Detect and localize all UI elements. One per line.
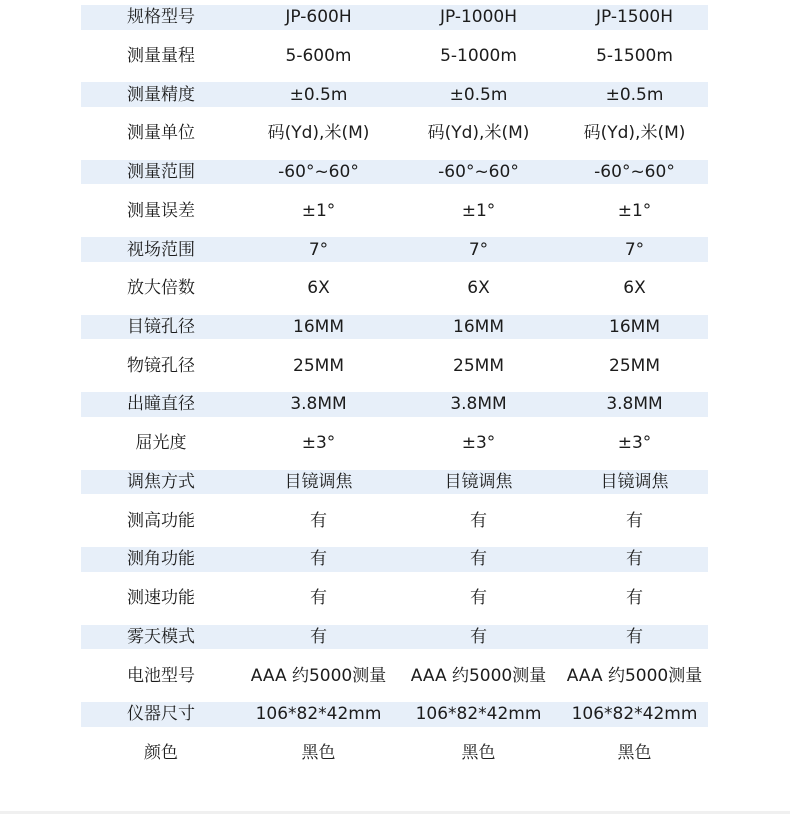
spec-label: 测量误差 (127, 200, 195, 221)
spec-label: 雾天模式 (127, 626, 195, 647)
spec-value: 6X (307, 278, 330, 299)
spec-label: 仪器尺寸 (127, 704, 195, 725)
spec-value: 码(Yd),米(M) (427, 123, 530, 144)
spec-value: 目镜调焦 (284, 471, 353, 492)
spec-label: 电池型号 (127, 665, 195, 686)
table-row (81, 276, 708, 301)
spec-value: 有 (470, 510, 487, 531)
spec-value: 16MM (609, 317, 660, 338)
table-row (81, 315, 708, 340)
table-row (81, 353, 708, 378)
spec-value: ±0.5m (289, 84, 348, 105)
spec-label: 出瞳直径 (127, 394, 195, 415)
spec-value: 16MM (293, 317, 344, 338)
spec-value: 有 (310, 626, 327, 647)
spec-value: 106*82*42mm (415, 704, 542, 725)
spec-label: 测量精度 (127, 84, 195, 105)
spec-label: 测速功能 (127, 588, 195, 609)
spec-label: 测量范围 (127, 162, 195, 183)
spec-value: AAA 约5000测量 (250, 665, 387, 686)
spec-label: 调焦方式 (127, 471, 195, 492)
spec-value: 有 (626, 588, 643, 609)
spec-value: 目镜调焦 (444, 471, 513, 492)
table-row (81, 121, 708, 146)
spec-value: 码(Yd),米(M) (583, 123, 686, 144)
spec-label: 颜色 (144, 742, 178, 763)
spec-value: 有 (310, 588, 327, 609)
table-row (81, 508, 708, 533)
header-cell: JP-1000H (439, 7, 518, 28)
spec-value: 106*82*42mm (571, 704, 698, 725)
spec-value: -60°~60° (438, 162, 519, 183)
table-row (81, 392, 708, 417)
spec-value: 7° (468, 239, 489, 260)
spec-value: ±3° (617, 433, 652, 454)
table-row (81, 625, 708, 650)
spec-value: 25MM (293, 355, 344, 376)
spec-value: 3.8MM (290, 394, 347, 415)
spec-label: 视场范围 (127, 239, 195, 260)
spec-value: 6X (623, 278, 646, 299)
spec-value: AAA 约5000测量 (410, 665, 547, 686)
table-row (81, 237, 708, 262)
table-row (81, 44, 708, 69)
spec-value: ±1° (617, 200, 652, 221)
table-row (81, 547, 708, 572)
spec-value: 黑色 (461, 742, 496, 763)
table-row (81, 431, 708, 456)
spec-value: 有 (626, 510, 643, 531)
table-row (81, 82, 708, 107)
spec-value: ±3° (461, 433, 496, 454)
spec-value: 有 (310, 510, 327, 531)
table-row (81, 470, 708, 495)
spec-value: 有 (626, 549, 643, 570)
table-row (81, 586, 708, 611)
spec-value: 7° (624, 239, 645, 260)
header-cell: 规格型号 (127, 7, 195, 28)
spec-label: 测高功能 (127, 510, 195, 531)
spec-value: 有 (470, 549, 487, 570)
spec-value: 黑色 (617, 742, 652, 763)
spec-label: 物镜孔径 (127, 355, 195, 376)
spec-value: ±0.5m (449, 84, 508, 105)
spec-value: 码(Yd),米(M) (267, 123, 370, 144)
spec-value: 6X (467, 278, 490, 299)
spec-table (81, 5, 708, 779)
table-row (81, 663, 708, 688)
spec-value: 7° (308, 239, 329, 260)
table-row (81, 199, 708, 224)
spec-value: ±1° (461, 200, 496, 221)
spec-value: ±1° (301, 200, 336, 221)
spec-value: 黑色 (301, 742, 336, 763)
spec-value: 106*82*42mm (255, 704, 382, 725)
spec-value: ±3° (301, 433, 336, 454)
spec-value: 5-600m (285, 46, 352, 67)
spec-label: 测量单位 (127, 123, 195, 144)
spec-label: 测量量程 (127, 46, 195, 67)
spec-value: 有 (470, 626, 487, 647)
spec-value: 有 (470, 588, 487, 609)
table-row (81, 741, 708, 766)
spec-value: 5-1500m (596, 46, 673, 67)
table-row (81, 160, 708, 185)
spec-value: 有 (310, 549, 327, 570)
header-cell: JP-600H (285, 7, 352, 28)
spec-value: 25MM (609, 355, 660, 376)
table-row (81, 702, 708, 727)
spec-value: -60°~60° (594, 162, 675, 183)
spec-value: 16MM (453, 317, 504, 338)
spec-label: 测角功能 (127, 549, 195, 570)
spec-value: 有 (626, 626, 643, 647)
spec-label: 目镜孔径 (127, 317, 195, 338)
spec-value: -60°~60° (278, 162, 359, 183)
spec-value: AAA 约5000测量 (566, 665, 703, 686)
header-cell: JP-1500H (595, 7, 674, 28)
spec-value: 5-1000m (440, 46, 517, 67)
spec-value: 3.8MM (606, 394, 663, 415)
spec-value: 3.8MM (450, 394, 507, 415)
spec-label: 放大倍数 (127, 278, 195, 299)
spec-value: 目镜调焦 (600, 471, 669, 492)
table-body (81, 44, 708, 766)
header-row (81, 5, 708, 30)
spec-value: 25MM (453, 355, 504, 376)
spec-label: 屈光度 (135, 433, 187, 454)
spec-value: ±0.5m (605, 84, 664, 105)
